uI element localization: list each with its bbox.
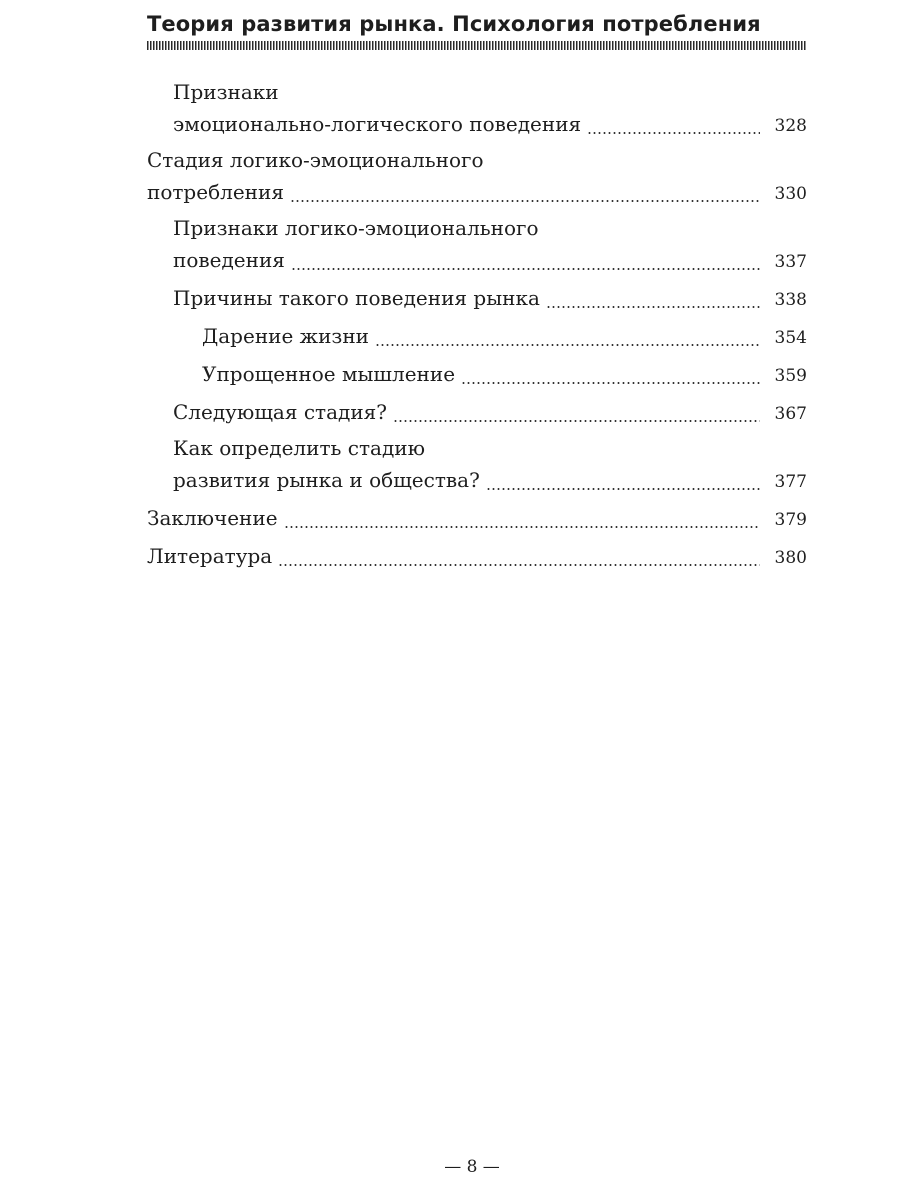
toc-entry[interactable]: [147, 144, 807, 208]
toc-entry-title: Заключение: [147, 506, 278, 530]
dot-leader: [546, 306, 760, 308]
dot-leader: [486, 488, 760, 490]
dot-leader: [587, 132, 760, 134]
toc-entry[interactable]: [147, 282, 807, 314]
toc-entry-title: Литература: [147, 544, 273, 568]
dot-leader: [375, 344, 760, 346]
dot-leader: [278, 564, 760, 566]
dot-leader: [461, 382, 760, 384]
running-header: [147, 10, 807, 50]
toc-page-number: 359: [774, 366, 807, 386]
toc-page-number: 337: [774, 252, 807, 272]
toc-entry-title: потребления: [147, 180, 284, 204]
toc-entry-title: Следующая стадия?: [173, 400, 388, 424]
toc-entry[interactable]: [147, 432, 807, 496]
dot-leader: [393, 420, 760, 422]
toc-entry[interactable]: [147, 320, 807, 352]
toc-entry[interactable]: [147, 396, 807, 428]
dot-leader: [290, 200, 760, 202]
toc-page-number: 379: [774, 510, 807, 530]
toc-page-number: 380: [774, 548, 807, 568]
toc-entry[interactable]: [147, 540, 807, 572]
toc-entry-title: Дарение жизни: [202, 324, 369, 348]
toc-page-number: 330: [774, 184, 807, 204]
toc-entry-title: эмоционально-логического поведения: [173, 112, 582, 136]
book-title: Теория развития рынка. Психология потребления: [147, 12, 761, 36]
toc-entry-title: Как определить стадию: [173, 436, 426, 460]
page-number-footer: — 8 —: [444, 1157, 500, 1177]
toc-page-number: 354: [774, 328, 807, 348]
toc-entry[interactable]: [147, 76, 807, 140]
toc-entry-title: Стадия логико-эмоционального: [147, 148, 484, 172]
dot-leader: [284, 526, 760, 528]
toc-entry-title: поведения: [173, 248, 285, 272]
toc-page-number: 338: [774, 290, 807, 310]
header-rule: [147, 41, 807, 50]
toc-page-number: 377: [774, 472, 807, 492]
table-of-contents: [147, 76, 807, 572]
toc-entry-title: Упрощенное мышление: [202, 362, 456, 386]
toc-entry[interactable]: [147, 212, 807, 276]
toc-entry[interactable]: [147, 502, 807, 534]
toc-entry-title: развития рынка и общества?: [173, 468, 480, 492]
toc-entry-title: Признаки логико-эмоционального: [173, 216, 539, 240]
toc-entry-title: Причины такого поведения рынка: [173, 286, 540, 310]
toc-page-number: 367: [774, 404, 807, 424]
dot-leader: [291, 268, 760, 270]
toc-page-number: 328: [774, 116, 807, 136]
toc-entry-title: Признаки: [173, 80, 279, 104]
toc-entry[interactable]: [147, 358, 807, 390]
